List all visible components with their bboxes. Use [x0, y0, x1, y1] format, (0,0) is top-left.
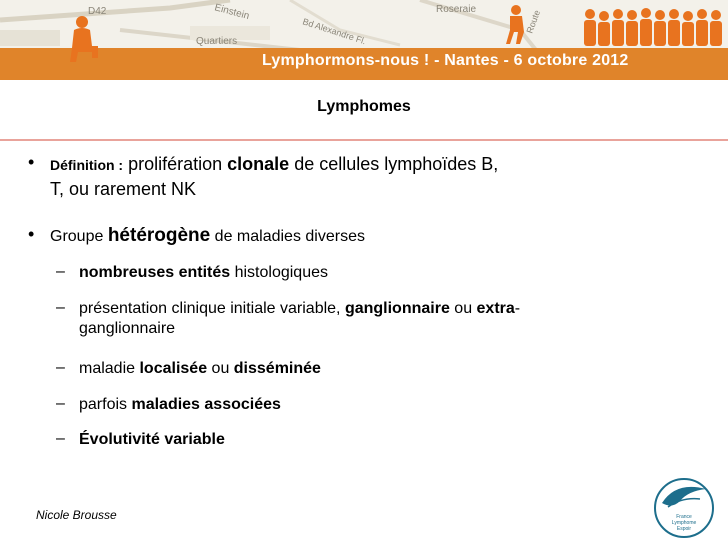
definition-label: Définition :: [50, 157, 124, 173]
text-line2: T, ou rarement NK: [50, 179, 197, 199]
map-label-road: D42: [88, 6, 107, 17]
text-part: prolifération: [123, 154, 228, 174]
sub-bullet-text: [79, 430, 689, 450]
map-label-route: Route: [524, 8, 543, 35]
logo-line1: France: [676, 514, 692, 520]
emph: disséminée: [233, 360, 321, 377]
dash-symbol: –: [56, 299, 65, 316]
sub-bullet-text: [79, 359, 689, 379]
emph: nombreuses entités: [79, 264, 231, 281]
map-label-park: Roseraie: [436, 4, 477, 15]
text-line2: ganglionnaire: [79, 320, 176, 337]
bullet-symbol: •: [28, 224, 35, 244]
dash-symbol: –: [56, 359, 65, 376]
sub-bullet-text: [79, 395, 689, 415]
dash-symbol: –: [56, 430, 65, 447]
bullet-text: [50, 152, 710, 201]
text-part: parfois: [79, 396, 132, 413]
banner-title: Lymphormons-nous ! - Nantes - 6 octobre 2012: [262, 52, 629, 69]
footer-author: Nicole Brousse: [36, 508, 117, 522]
emph-heterogene: hétérogène: [107, 225, 211, 246]
text-part: -: [514, 300, 521, 317]
emph: maladies associées: [131, 396, 281, 413]
emph: extra: [476, 300, 515, 317]
emph: ganglionnaire: [344, 300, 450, 317]
emph: localisée: [139, 360, 208, 377]
france-lymphome-espoir-logo: [652, 477, 716, 539]
map-label-avenue: Bd Alexandre Fl.: [301, 16, 368, 47]
sub-bullet-text: [79, 299, 689, 339]
map-label-district: Quartiers: [196, 36, 238, 47]
dash-symbol: –: [56, 395, 65, 412]
text-part: Groupe: [50, 228, 108, 245]
logo-line2: Lymphome: [671, 520, 697, 526]
text-part: de maladies diverses: [210, 228, 365, 245]
banner: [0, 0, 728, 80]
text-part: maladie: [79, 360, 140, 377]
text-part: présentation clinique initiale variable,: [79, 300, 345, 317]
logo-line3: Espoir: [676, 526, 692, 532]
bullet-text: [50, 224, 710, 249]
emph-clonale: clonale: [227, 154, 290, 174]
dash-symbol: –: [56, 263, 65, 280]
text-part: de cellules lymphoïdes B,: [289, 154, 499, 174]
title-divider: [0, 139, 728, 141]
sub-bullet-text: [79, 263, 689, 283]
bullet-symbol: •: [28, 152, 35, 172]
map-label-street: Einstein: [213, 2, 251, 23]
emph: Évolutivité variable: [79, 431, 225, 448]
text-part: ou: [207, 360, 234, 377]
text-part: histologiques: [230, 264, 328, 281]
text-part: ou: [449, 300, 477, 317]
slide-title: Lymphomes: [317, 98, 411, 115]
